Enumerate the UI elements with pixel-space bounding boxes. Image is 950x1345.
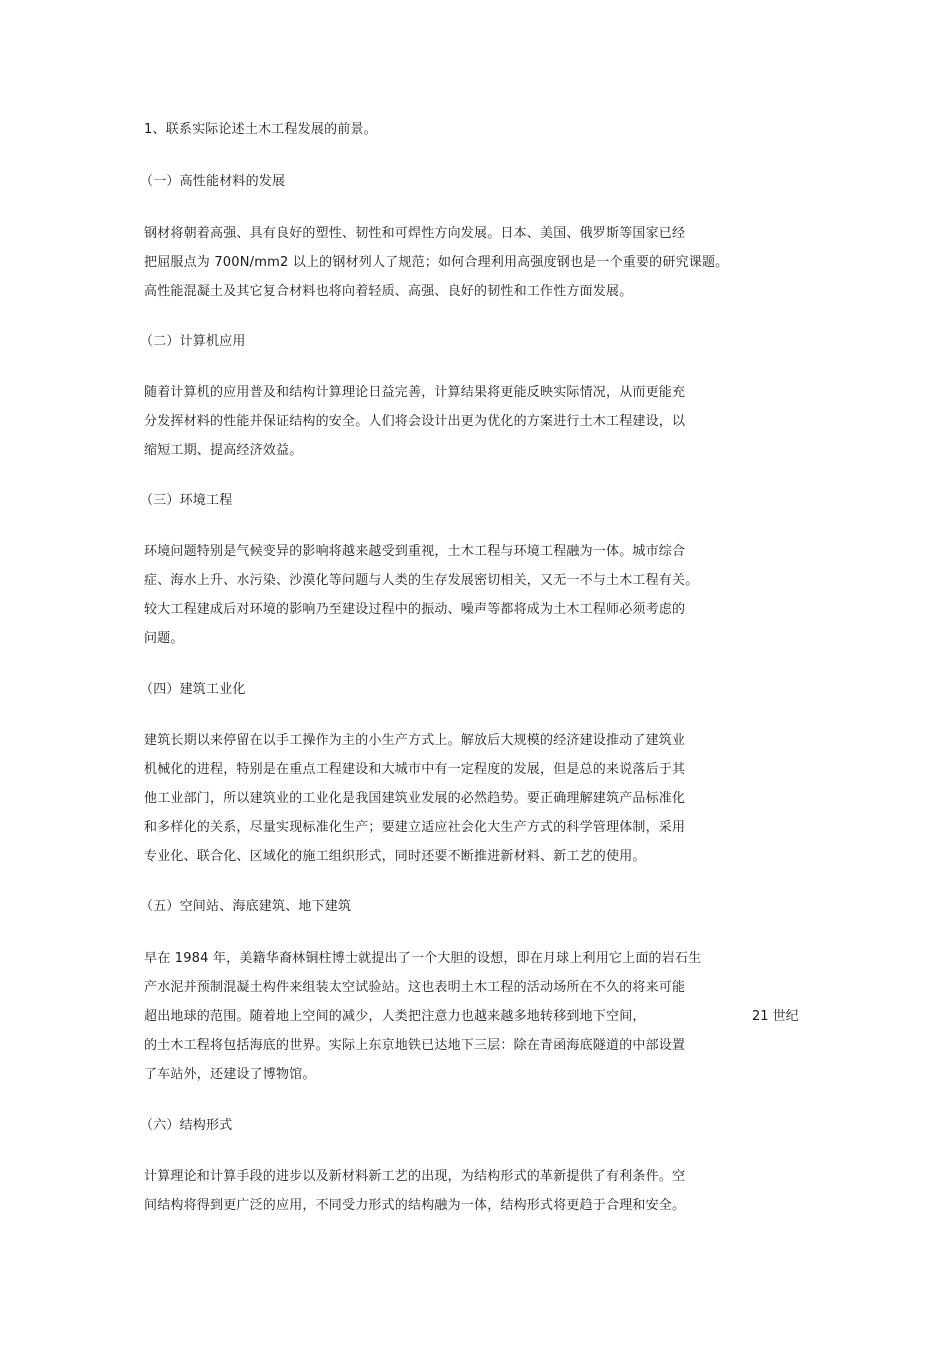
paragraph-line: 问题。 [144, 631, 184, 646]
paragraph-line: 症、海水上升、水污染、沙漠化等问题与人类的生存发展密切相关，又无一不与土木工程有关。 [144, 573, 699, 588]
paragraph-line-fragment: 21 世纪 [752, 1009, 799, 1024]
paragraph-line: 高性能混凝土及其它复合材料也将向着轻质、高强、良好的韧性和工作性方面发展。 [144, 284, 633, 299]
section-heading: （三）环境工程 [140, 493, 233, 508]
paragraph-line: 和多样化的关系，尽量实现标准化生产；要建立适应社会化大生产方式的科学管理体制，采用 [144, 820, 686, 835]
section-heading: （二）计算机应用 [140, 334, 246, 349]
paragraph-line: 建筑长期以来停留在以手工操作为主的小生产方式上。解放后大规模的经济建设推动了建筑业 [144, 733, 686, 748]
paragraph-line: 间结构将得到更广泛的应用，不同受力形式的结构融为一体，结构形式将更趋于合理和安全。 [144, 1198, 686, 1213]
paragraph-line: 早在 1984 年，美籍华裔林铜柱博士就提出了一个大胆的设想，即在月球上利用它上面的岩石生 [144, 951, 702, 966]
page-title: 1、联系实际论述土木工程发展的前景。 [144, 122, 377, 137]
paragraph-line: 计算理论和计算手段的进步以及新材料新工艺的出现，为结构形式的革新提供了有利条件。空 [144, 1169, 686, 1184]
paragraph-line: 的土木工程将包括海底的世界。实际上东京地铁已达地下三层：除在青函海底隧道的中部设置 [144, 1038, 686, 1053]
paragraph-line: 分发挥材料的性能并保证结构的安全。人们将会设计出更为优化的方案进行土木工程建设，以 [144, 414, 686, 429]
paragraph-line: 产水泥并预制混凝土构件来组装太空试验站。这也表明土木工程的活动场所在不久的将来可能 [144, 980, 686, 995]
paragraph-line: 他工业部门，所以建筑业的工业化是我国建筑业发展的必然趋势。要正确理解建筑产品标准化 [144, 791, 686, 806]
paragraph-line: 钢材将朝着高强、具有良好的塑性、韧性和可焊性方向发展。日本、美国、俄罗斯等国家已经 [144, 226, 686, 241]
paragraph-line: 缩短工期、提高经济效益。 [144, 443, 303, 458]
section-heading: （四）建筑工业化 [140, 682, 246, 697]
paragraph-line: 较大工程建成后对环境的影响乃至建设过程中的振动、噪声等都将成为土木工程师必须考虑的 [144, 602, 686, 617]
paragraph-line: 超出地球的范围。随着地上空间的减少，人类把注意力也越来越多地转移到地下空间， [144, 1009, 646, 1024]
paragraph-line: 环境问题特别是气候变异的影响将越来越受到重视，土木工程与环境工程融为一体。城市综合 [144, 544, 686, 559]
section-heading: （六）结构形式 [140, 1118, 233, 1133]
paragraph-line: 随着计算机的应用普及和结构计算理论日益完善，计算结果将更能反映实际情况，从而更能充 [144, 385, 686, 400]
section-heading: （一）高性能材料的发展 [140, 174, 286, 189]
paragraph-line: 把屈服点为 700N/mm2 以上的钢材列人了规范；如何合理利用高强度钢也是一个重要的研究课题。 [144, 255, 729, 270]
paragraph-line: 专业化、联合化、区域化的施工组织形式，同时还要不断推进新材料、新工艺的使用。 [144, 849, 646, 864]
section-heading: （五）空间站、海底建筑、地下建筑 [140, 899, 352, 914]
paragraph-line: 了车站外，还建设了博物馆。 [144, 1067, 316, 1082]
paragraph-line: 机械化的进程，特别是在重点工程建设和大城市中有一定程度的发展，但是总的来说落后于其 [144, 762, 686, 777]
